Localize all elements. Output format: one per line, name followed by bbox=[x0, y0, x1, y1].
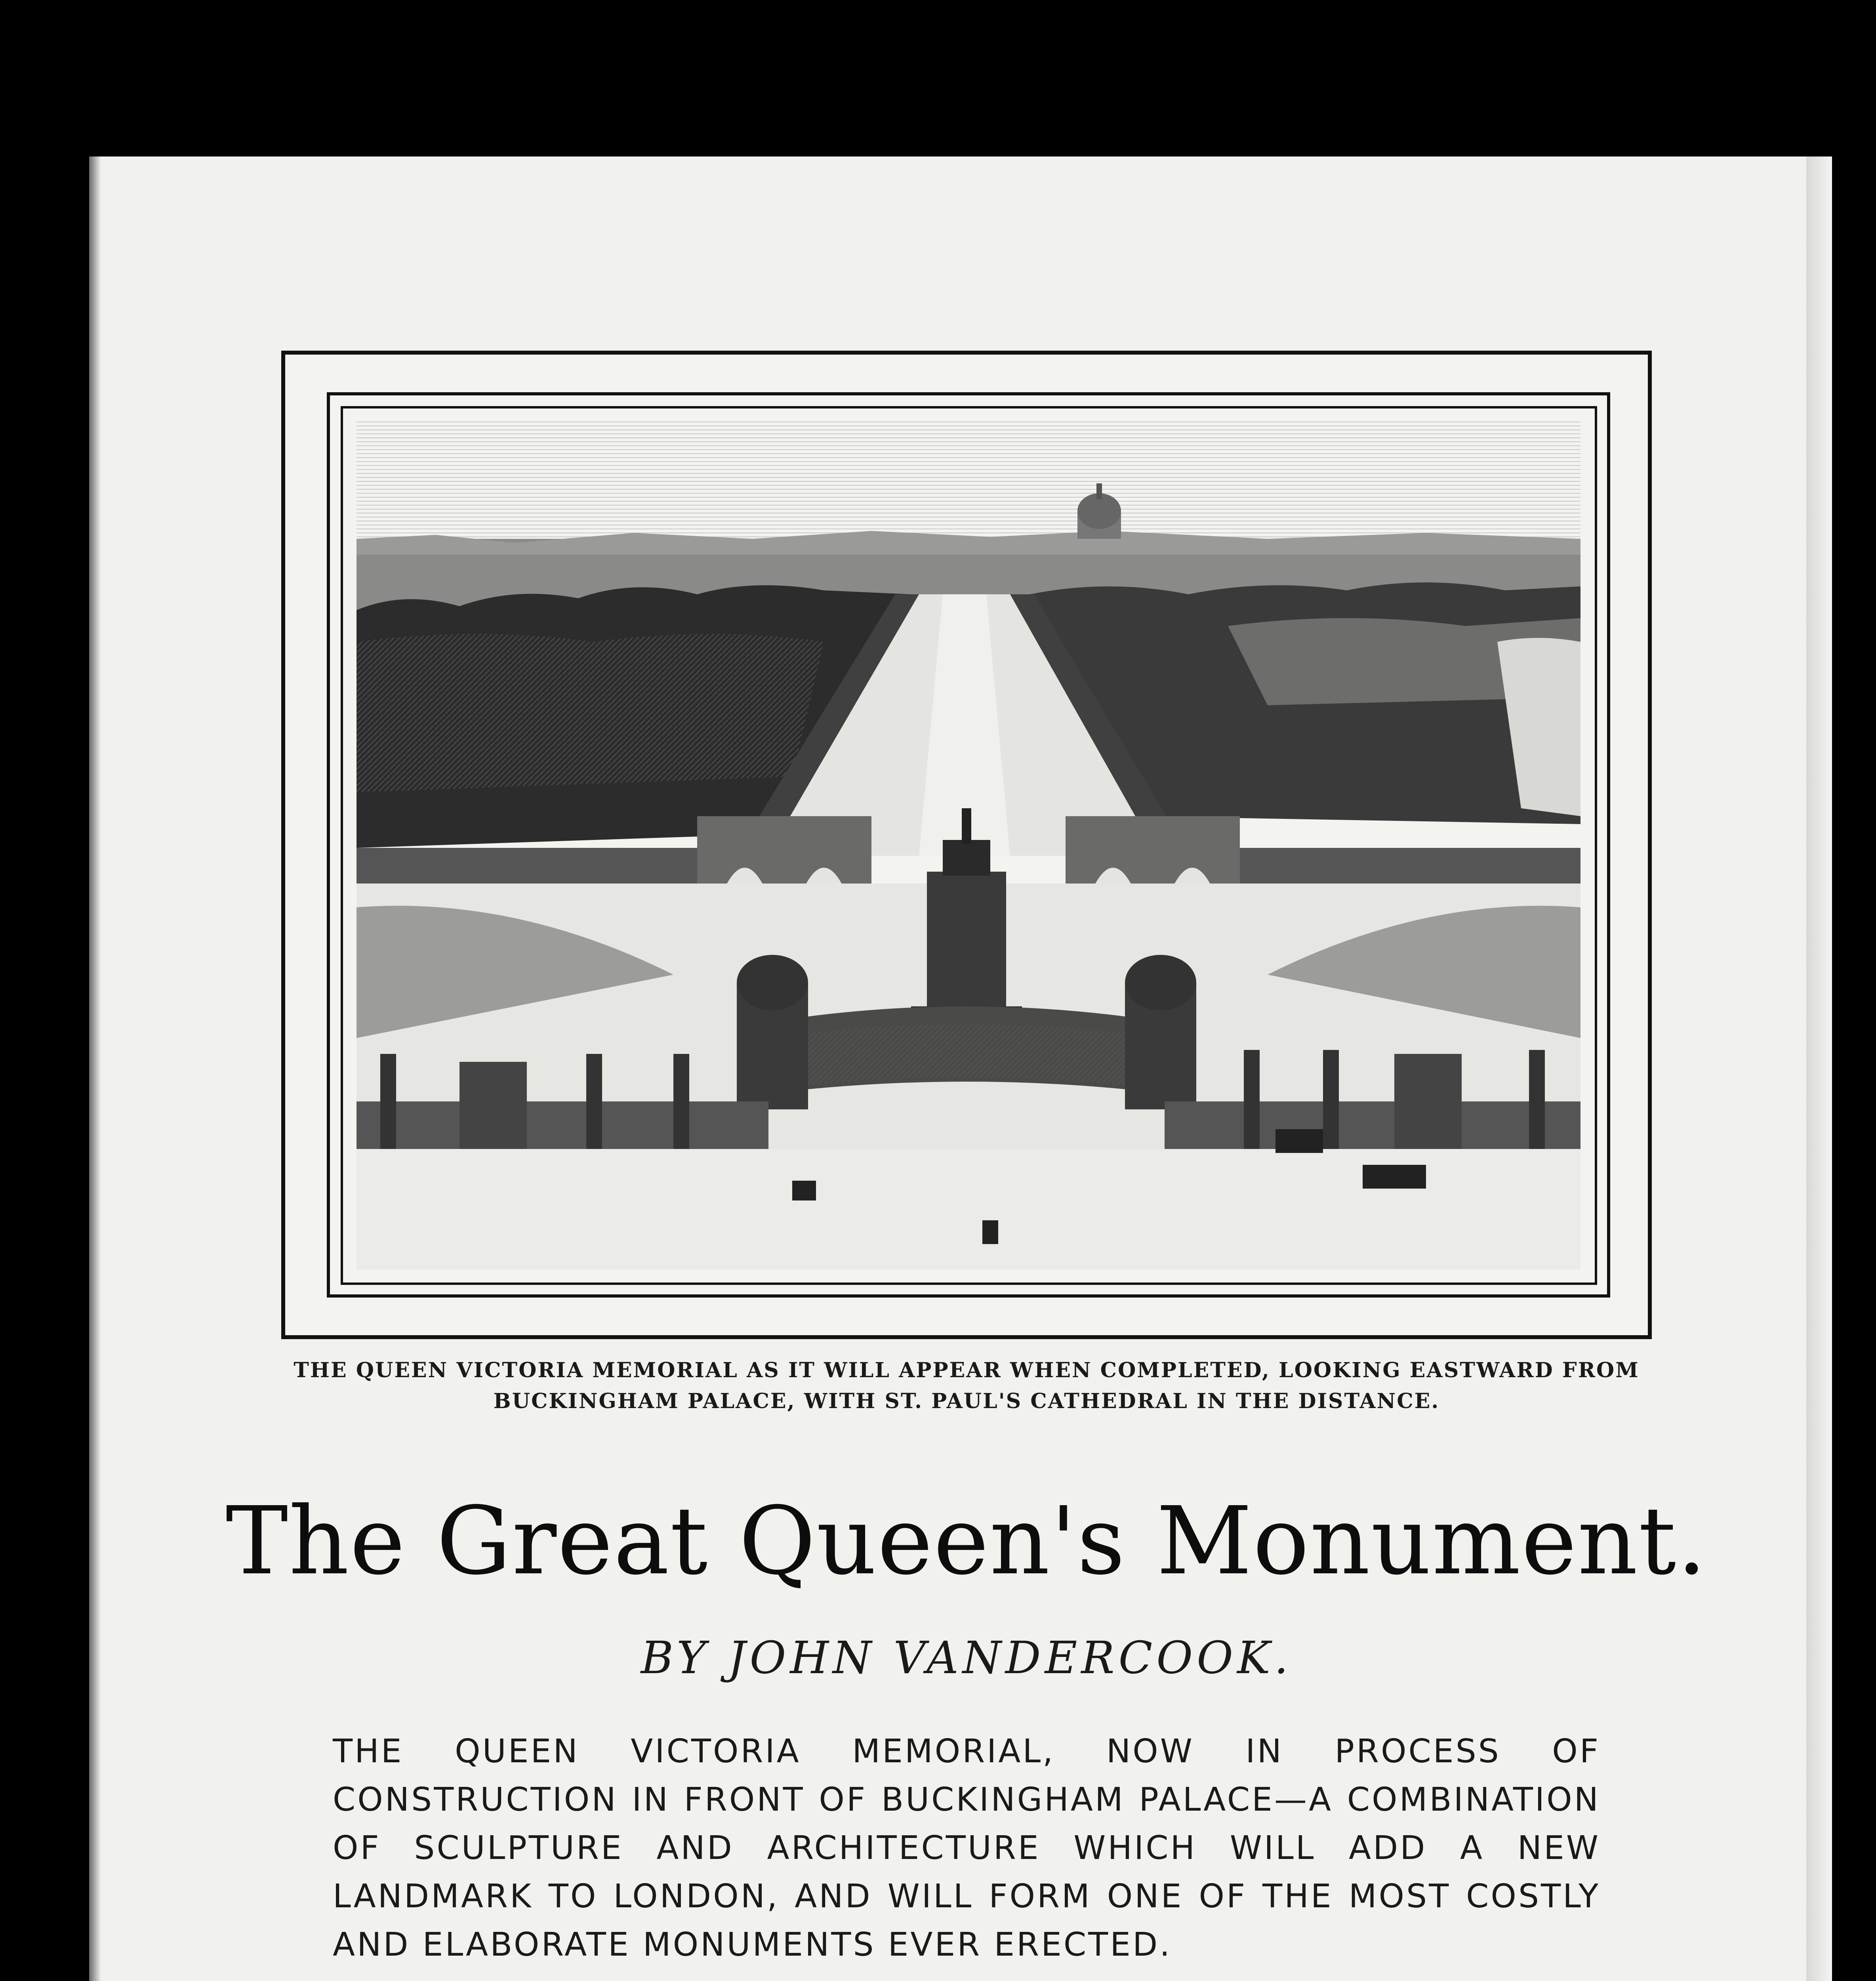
article-byline: BY JOHN VANDERCOOK. bbox=[641, 1632, 1293, 1684]
article-deck: THE QUEEN VICTORIA MEMORIAL, NOW IN PROCESS OF CONSTRUCTION IN FRONT OF BUCKINGHAM PALACE—A COMBINATION OF SCULPTURE AND ARCHITECTURE WHICH WILL ADD A NEW LANDMARK TO LONDON, AND WILL FORM ONE OF THE MOST COSTLY AND ELABORATE MONUMENTS EVER ERECTED. bbox=[333, 1733, 1600, 1964]
binding-shadow bbox=[89, 156, 101, 1981]
article-title: The Great Queen's Monument. bbox=[225, 1487, 1708, 1595]
memorial-engraving bbox=[357, 420, 1580, 1270]
gate-colonnade-right bbox=[1066, 816, 1580, 887]
illustration-caption bbox=[277, 1355, 1656, 1417]
page-edge bbox=[1806, 156, 1832, 1981]
caption-line-1: THE QUEEN VICTORIA MEMORIAL AS IT WILL APPEAR WHEN COMPLETED, LOOKING EASTWARD FROM bbox=[294, 1358, 1640, 1382]
caption-line-2: BUCKINGHAM PALACE, WITH ST. PAUL'S CATHEDRAL IN THE DISTANCE. bbox=[493, 1389, 1440, 1413]
